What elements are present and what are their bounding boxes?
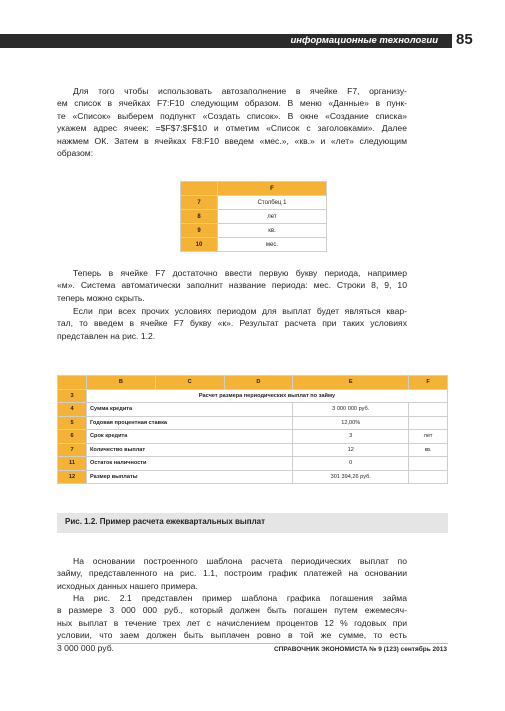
text-line: образом: <box>57 148 94 159</box>
text-line: исходных данных нашего примера. <box>57 580 198 591</box>
paragraph-loan-example <box>57 592 407 654</box>
table-cell: лет <box>218 210 327 224</box>
page-number: 85 <box>456 31 473 48</box>
footer-divider <box>57 643 448 644</box>
text-line: «м». Система автоматически заполнит название периода: мес. Строки 8, 9, 10 <box>57 280 407 291</box>
figure-caption: Рис. 1.2. Пример расчета ежеквартальных выплат <box>65 517 266 526</box>
row-number: 9 <box>181 224 218 238</box>
table-cell: мес. <box>218 238 327 252</box>
column-header: D <box>224 376 293 390</box>
table-cell: Столбец 1 <box>218 196 327 210</box>
row-value: 12,00% <box>293 416 409 430</box>
row-number: 10 <box>181 238 218 252</box>
column-header: C <box>155 376 224 390</box>
text-line: На основании построенного шаблона расчета периодических выплат по <box>73 556 407 566</box>
paragraph-first-letter <box>57 267 407 304</box>
table-title: Расчет размера периодических выплат по займу <box>87 389 448 403</box>
row-number: 7 <box>181 196 218 210</box>
row-label: Количество выплат <box>87 443 293 457</box>
row-number: 3 <box>58 389 87 403</box>
row-label: Годовая процентная ставка <box>87 416 293 430</box>
row-number: 11 <box>58 457 87 471</box>
text-line: займу, представленного на рис. 1.1, построим график платежей на основании <box>57 568 407 579</box>
text-line: Теперь в ячейке F7 достаточно ввести первую букву периода, например <box>73 268 407 278</box>
header-bar <box>0 34 452 48</box>
text-line: На рис. 2.1 представлен пример шаблона графика погашения займа <box>73 593 407 603</box>
row-unit: кв. <box>409 443 448 457</box>
table-cell: кв. <box>218 224 327 238</box>
row-label: Срок кредита <box>87 430 293 444</box>
text-line: Если при всех прочих условиях периодом для выплат будет являться квар- <box>73 306 407 316</box>
row-value: 3 000 000 руб. <box>293 403 409 417</box>
text-line: теперь можно скрыть. <box>57 292 145 303</box>
row-number: 6 <box>58 430 87 444</box>
row-value: 12 <box>293 443 409 457</box>
text-line: в размере 3 000 000 руб., который должен быть погашен путем ежемесяч- <box>57 605 407 616</box>
corner-cell <box>181 182 218 196</box>
row-label: Остаток наличности <box>87 457 293 471</box>
list-table <box>180 181 327 252</box>
footer-journal: СПРАВОЧНИК ЭКОНОМИСТА № 9 (123) сентябрь 2013 <box>273 646 447 653</box>
figure-caption-bar <box>57 513 448 533</box>
row-value: 301 394,26 руб. <box>293 470 409 484</box>
row-unit: лет <box>409 430 448 444</box>
column-header: F <box>409 376 448 390</box>
row-number: 7 <box>58 443 87 457</box>
loan-calc-table <box>57 375 448 484</box>
column-header: B <box>87 376 156 390</box>
row-unit <box>409 403 448 417</box>
row-unit <box>409 470 448 484</box>
text-line: Для того чтобы использовать автозаполнение в ячейке F7, организу- <box>73 86 407 96</box>
column-header: E <box>293 376 409 390</box>
text-line: те «Список» выберем подпункт «Создать список». В окне «Создание списка» <box>57 110 407 121</box>
paragraph-schedule <box>57 555 407 592</box>
text-line: тал, то введем в ячейке F7 букву «к». Результат расчета при таких условиях <box>57 318 407 329</box>
row-unit <box>409 416 448 430</box>
text-line: 3 000 000 руб. <box>57 642 115 653</box>
row-number: 8 <box>181 210 218 224</box>
section-title: информационные технологии <box>290 35 438 46</box>
text-line: ных выплат в течение трех лет с начислением процентов 12 % годовых при <box>57 617 407 628</box>
row-label: Сумма кредита <box>87 403 293 417</box>
row-unit <box>409 457 448 471</box>
text-line: представлен на рис. 1.2. <box>57 330 156 341</box>
corner-cell <box>58 376 87 390</box>
text-line: нажмем ОК. Затем в ячейках F8:F10 введем «мес.», «кв.» и «лет» следующим <box>57 135 407 146</box>
column-header: F <box>218 182 327 196</box>
text-line: ем список в ячейках F7:F10 следующим образом. В меню «Данные» в пунк- <box>57 98 407 109</box>
row-number: 12 <box>58 470 87 484</box>
paragraph-quarter <box>57 305 407 342</box>
row-label: Размер выплаты <box>87 470 293 484</box>
text-line: условии, что заем должен быть выплачен ровно в той же сумме, то есть <box>57 630 407 641</box>
row-number: 5 <box>58 416 87 430</box>
paragraph-autofill <box>57 85 407 159</box>
row-number: 4 <box>58 403 87 417</box>
row-value: 0 <box>293 457 409 471</box>
text-line: укажем адрес ячеек: =$F$7:$F$10 и отметим «Список с заголовками». Далее <box>57 123 407 134</box>
row-value: 3 <box>293 430 409 444</box>
